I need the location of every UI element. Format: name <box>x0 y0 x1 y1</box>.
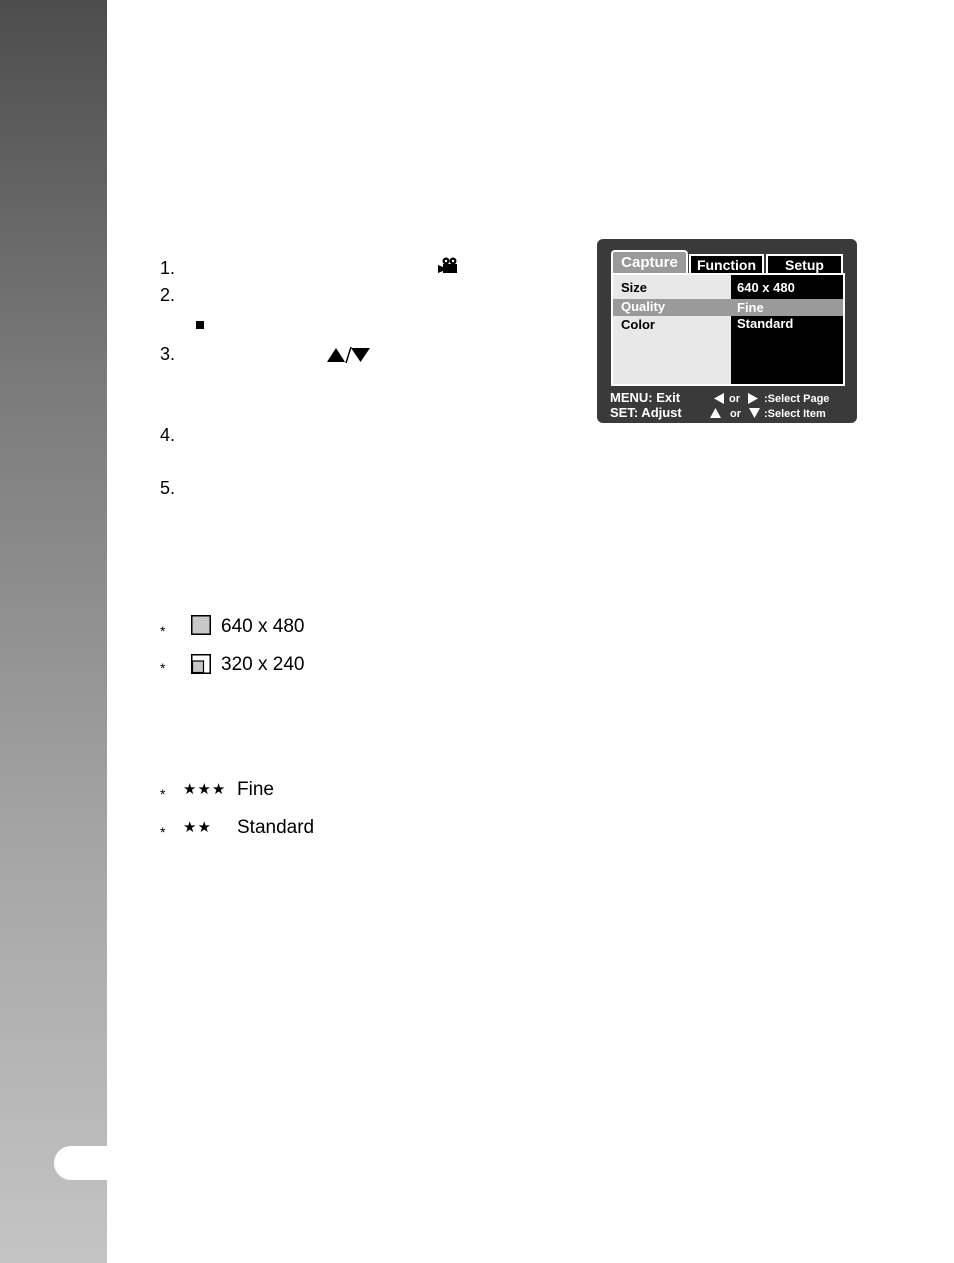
three-stars-icon: ★★★ <box>183 781 227 798</box>
quality-bullet-2: * <box>160 824 166 840</box>
step-number-1: 1. <box>160 258 176 278</box>
tab-setup[interactable]: Setup <box>766 254 843 273</box>
set-adjust-hint: SET: Adjust <box>610 405 682 420</box>
page-number-tab <box>54 1146 107 1180</box>
menu-item-size[interactable]: Size <box>621 280 648 295</box>
up-arrow-icon <box>710 408 721 419</box>
movie-camera-icon <box>438 256 458 274</box>
up-down-arrows-icon <box>326 346 372 364</box>
option-fine[interactable]: Fine <box>737 300 764 315</box>
size-label-640: 640 x 480 <box>221 616 305 637</box>
select-item-hint: :Select Item <box>764 408 826 420</box>
right-arrow-icon <box>748 393 759 404</box>
size-bullet-1: * <box>160 623 166 639</box>
small-frame-size-icon <box>191 654 211 674</box>
menu-option-column <box>731 275 843 384</box>
option-standard[interactable]: Standard <box>737 316 794 331</box>
menu-exit-hint: MENU: Exit <box>610 390 681 405</box>
tab-capture[interactable]: Capture <box>611 250 688 273</box>
select-page-hint: :Select Page <box>764 393 830 405</box>
step-number-2: 2. <box>160 285 176 305</box>
or-text-2: or <box>730 408 741 420</box>
menu-item-quality[interactable]: Quality <box>621 299 666 314</box>
lcd-menu-screen <box>597 239 857 423</box>
quality-label-standard: Standard <box>237 817 315 838</box>
two-stars-icon: ★★ <box>183 819 212 836</box>
page-side-bar <box>0 0 107 1263</box>
or-text-1: or <box>729 393 740 405</box>
option-640x480[interactable]: 640 x 480 <box>737 280 795 295</box>
left-arrow-icon <box>714 393 725 404</box>
size-label-320: 320 x 240 <box>221 654 305 675</box>
size-bullet-2: * <box>160 660 166 676</box>
full-frame-size-icon <box>191 615 211 635</box>
step-number-4: 4. <box>160 425 176 445</box>
quality-label-fine: Fine <box>237 779 274 800</box>
quality-bullet-1: * <box>160 786 166 802</box>
lcd-menu-panel <box>611 273 845 386</box>
menu-item-column <box>613 275 731 384</box>
step-number-5: 5. <box>160 478 176 498</box>
down-arrow-icon <box>749 408 760 419</box>
menu-item-color[interactable]: Color <box>621 317 655 332</box>
step-number-3: 3. <box>160 344 176 364</box>
small-square-icon <box>196 321 204 329</box>
tab-function[interactable]: Function <box>689 254 764 273</box>
